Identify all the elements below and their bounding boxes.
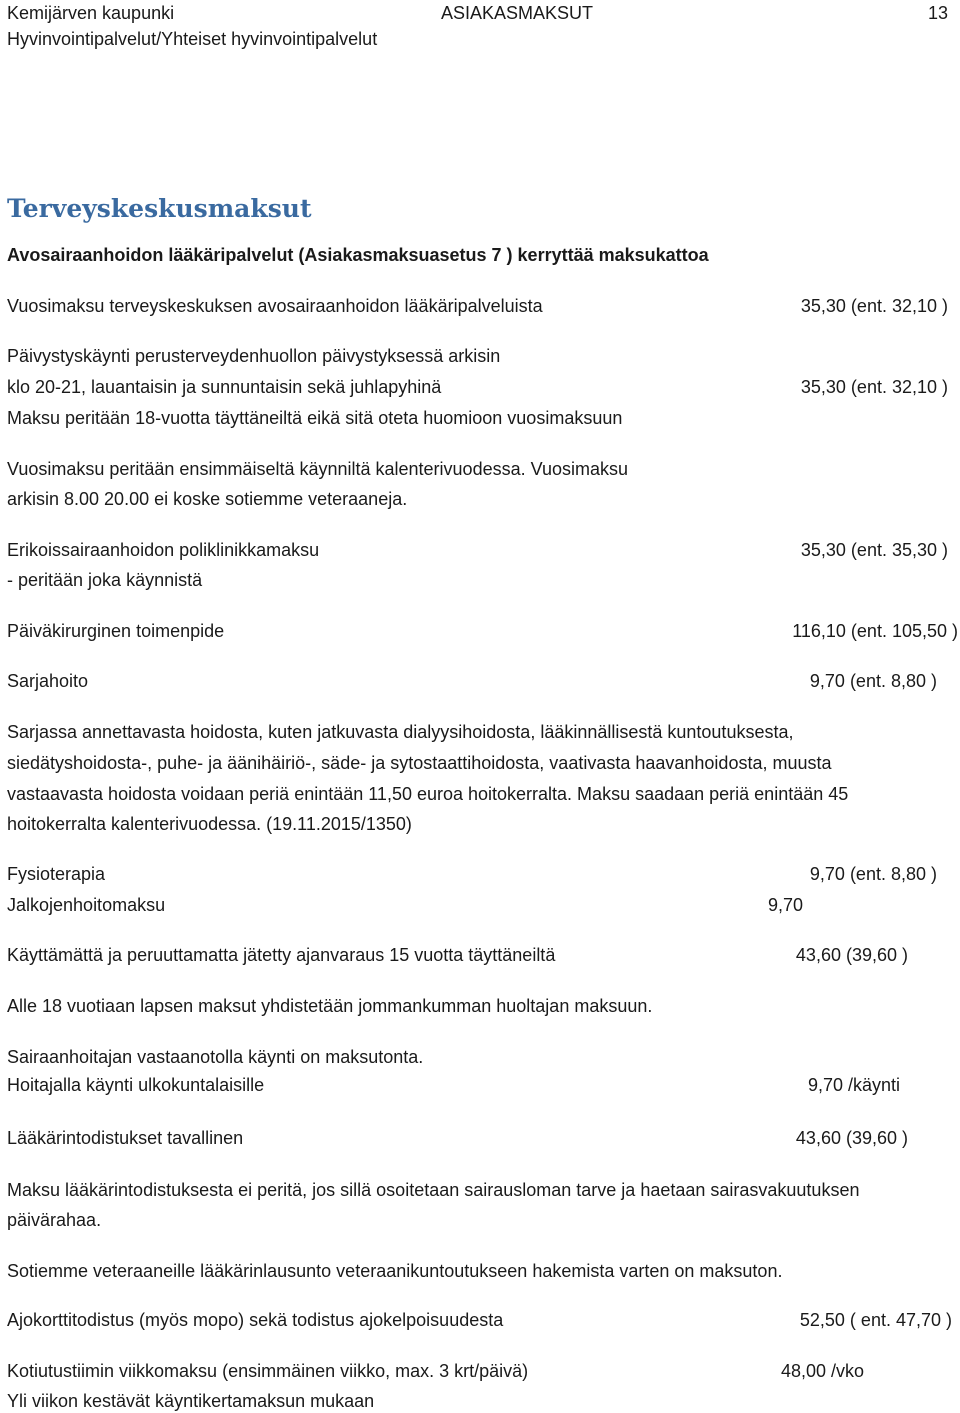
fee-note: Sotiemme veteraaneille lääkärinlausunto veteraanikuntoutukseen hakemista varten on maksuton. [7,1261,783,1281]
fee-note: arkisin 8.00 20.00 ei koske sotiemme veteraaneja. [7,489,408,509]
fee-label: Sarjahoito [7,671,89,691]
fee-price: 43,60 (39,60 ) [795,1128,908,1148]
fee-note: päivärahaa. [7,1210,102,1230]
fee-label: Kotiutustiimin viikkomaksu (ensimmäinen viikko, max. 3 krt/päivä) [7,1361,529,1381]
fee-label: Jalkojenhoitomaksu [7,895,166,915]
fee-note: Maksu lääkärintodistuksesta ei peritä, jos sillä osoitetaan sairausloman tarve ja haetaan sairasvakuutuksen [7,1180,860,1200]
fee-price: 9,70 (ent. 8,80 ) [809,671,937,691]
fee-price: 9,70 /käynti [807,1075,900,1095]
fee-label: Hoitajalla käynti ulkokuntalaisille [7,1075,265,1095]
fee-price: 43,60 (39,60 ) [795,945,908,965]
fee-note: Sairaanhoitajan vastaanotolla käynti on maksutonta. [7,1047,424,1067]
fee-note: Sarjassa annettavasta hoidosta, kuten jatkuvasta dialyysihoidosta, lääkinnällisestä kuntoutuksesta, [7,722,794,742]
header-page-number: 13 [927,3,948,23]
fee-label: Lääkärintodistukset tavallinen [7,1128,244,1148]
fee-note: Maksu peritään 18-vuotta täyttäneiltä eikä sitä oteta huomioon vuosimaksuun [7,408,623,428]
section-title: Terveyskeskusmaksut [7,194,312,223]
fee-label: Päivystyskäynti perusterveydenhuollon päivystyksessä arkisin [7,346,501,366]
fee-price: 9,70 (ent. 8,80 ) [809,864,937,884]
header-org: Kemijärven kaupunki [7,3,175,23]
fee-price: 48,00 /vko [780,1361,864,1381]
fee-price: 35,30 (ent. 32,10 ) [800,296,948,316]
fee-label: klo 20-21, lauantaisin ja sunnuntaisin sekä juhlapyhinä [7,377,442,397]
fee-label: Vuosimaksu terveyskeskuksen avosairaanhoidon lääkäripalveluista [7,296,543,316]
section-subtitle: Avosairaanhoidon lääkäripalvelut (Asiakasmaksuasetus 7 ) kerryttää maksukattoa [7,245,709,265]
fee-label: Ajokorttitodistus (myös mopo) sekä todistus ajokelpoisuudesta [7,1310,504,1330]
fee-price: 9,70 [768,895,804,915]
fee-price: 52,50 ( ent. 47,70 ) [799,1310,952,1330]
fee-note: - peritään joka käynnistä [7,570,203,590]
fee-note: siedätyshoidosta-, puhe- ja äänihäiriö-, säde- ja sytostaattihoidosta, vaativasta haavanhoidosta, muusta [7,753,832,773]
fee-note: Alle 18 vuotiaan lapsen maksut yhdistetään jommankumman huoltajan maksuun. [7,996,653,1016]
fee-price: 116,10 (ent. 105,50 ) [792,621,958,641]
fee-price: 35,30 (ent. 35,30 ) [800,540,948,560]
fee-label: Fysioterapia [7,864,106,884]
fee-label: Erikoissairaanhoidon poliklinikkamaksu [7,540,320,560]
fee-label: Käyttämättä ja peruuttamatta jätetty ajanvaraus 15 vuotta täyttäneiltä [7,945,556,965]
fee-note: Vuosimaksu peritään ensimmäiseltä käynniltä kalenterivuodessa. Vuosimaksu [7,459,628,479]
header-department: Hyvinvointipalvelut/Yhteiset hyvinvointipalvelut [7,29,378,49]
fee-note: Yli viikon kestävät käyntikertamaksun mukaan [7,1391,375,1411]
fee-price: 35,30 (ent. 32,10 ) [800,377,948,397]
fee-label: Päiväkirurginen toimenpide [7,621,225,641]
header-doc-title: ASIAKASMAKSUT [441,3,594,23]
fee-note: hoitokerralta kalenterivuodessa. (19.11.2015/1350) [7,814,412,834]
fee-note: vastaavasta hoidosta voidaan periä enintään 11,50 euroa hoitokerralta. Maksu saadaan periä enintään 45 [7,784,849,804]
